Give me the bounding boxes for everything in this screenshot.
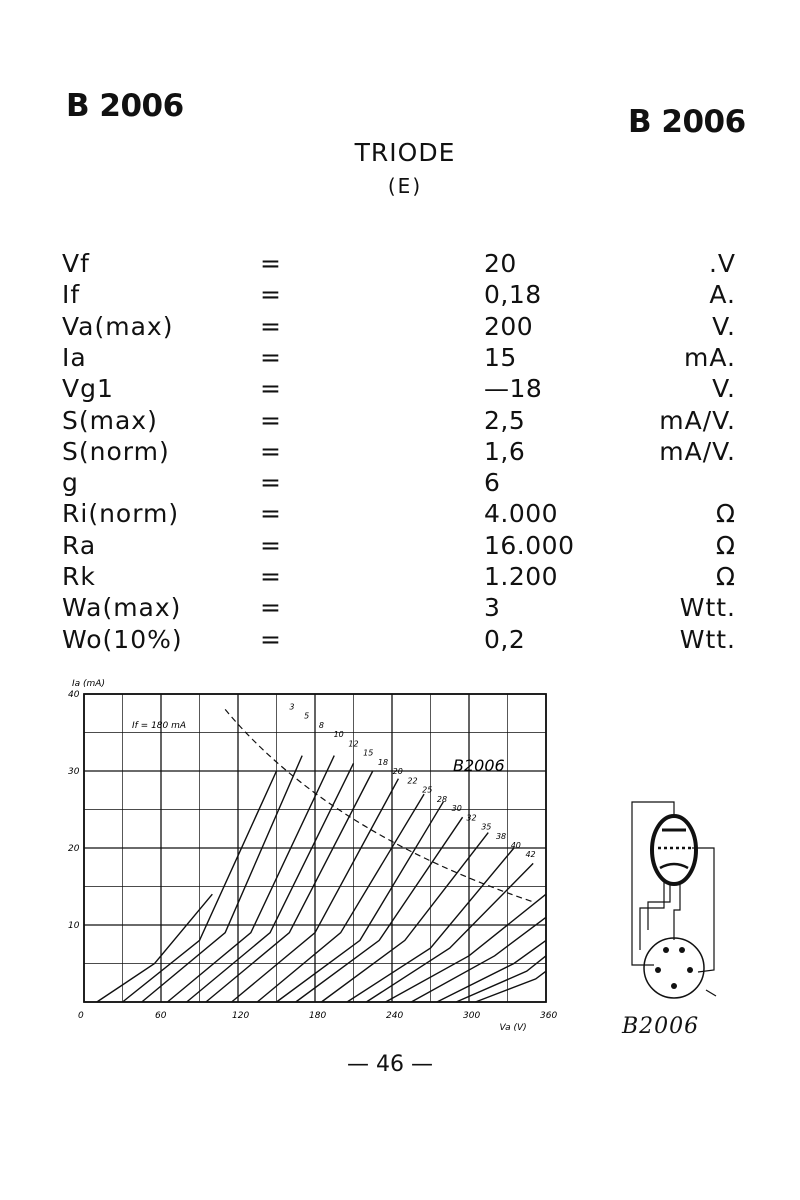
spec-value: 2,5 bbox=[484, 405, 526, 435]
spec-name: Wo(10%) bbox=[62, 624, 183, 654]
spec-equals: = bbox=[260, 280, 281, 310]
curve-label: 28 bbox=[436, 794, 448, 804]
spec-row bbox=[0, 373, 800, 404]
tube-schematic-icon bbox=[618, 790, 728, 1020]
curve-label: 35 bbox=[481, 822, 492, 832]
y-tick-label: 10 bbox=[68, 921, 80, 931]
page-number: — 46 — bbox=[347, 1052, 433, 1077]
spec-name: Ia bbox=[62, 342, 87, 372]
curve-label: 15 bbox=[363, 748, 374, 758]
spec-equals: = bbox=[260, 405, 281, 435]
spec-equals: = bbox=[260, 624, 281, 654]
spec-row bbox=[0, 498, 800, 529]
series-line-0 bbox=[97, 894, 213, 1002]
chart-tag: B2006 bbox=[453, 756, 505, 775]
spec-name: S(norm) bbox=[62, 436, 170, 466]
spec-value: 15 bbox=[484, 342, 517, 372]
x-axis-label: Va (V) bbox=[499, 1023, 527, 1032]
spec-name: Va(max) bbox=[62, 311, 174, 341]
x-tick-label: 240 bbox=[386, 1011, 404, 1021]
x-tick-label: 360 bbox=[540, 1011, 558, 1021]
y-tick-label: 30 bbox=[68, 767, 80, 777]
anode-characteristics-chart bbox=[60, 672, 570, 1032]
series-line-18 bbox=[257, 794, 424, 1002]
series-line-10 bbox=[187, 763, 354, 1002]
curve-label: 40 bbox=[510, 841, 521, 850]
spec-unit: V. bbox=[712, 311, 736, 341]
curve-label: 10 bbox=[333, 730, 344, 740]
spec-name: Ri(norm) bbox=[62, 499, 180, 529]
heater-current-label: If = 180 mA bbox=[132, 721, 187, 731]
spec-name: S(max) bbox=[62, 405, 158, 435]
spec-row bbox=[0, 311, 800, 342]
series-line-32 bbox=[386, 894, 546, 1002]
x-tick-label: 60 bbox=[155, 1011, 167, 1021]
spec-row bbox=[0, 530, 800, 561]
spec-row bbox=[0, 248, 800, 279]
spec-row bbox=[0, 592, 800, 623]
spec-unit: V. bbox=[712, 374, 736, 404]
spec-unit: .V bbox=[708, 249, 736, 278]
spec-row bbox=[0, 624, 800, 655]
tube-class-subtitle: (E) bbox=[387, 174, 423, 198]
chart-svg bbox=[60, 672, 570, 1032]
y-tick-label: 40 bbox=[68, 690, 80, 700]
spec-equals: = bbox=[260, 436, 281, 466]
spec-row bbox=[0, 405, 800, 436]
spec-equals: = bbox=[260, 374, 281, 404]
spec-equals: = bbox=[260, 530, 281, 560]
curve-label: 12 bbox=[348, 739, 359, 749]
spec-value: 4.000 bbox=[484, 499, 559, 529]
curve-label: 18 bbox=[377, 757, 389, 767]
model-number-right: B 2006 bbox=[628, 104, 746, 140]
spec-value: 16.000 bbox=[484, 530, 575, 560]
spec-unit: Ω bbox=[715, 499, 736, 529]
curve-label: 8 bbox=[318, 720, 324, 730]
curve-label: 38 bbox=[495, 831, 507, 841]
spec-unit: mA/V. bbox=[659, 405, 736, 435]
spec-unit: Wtt. bbox=[679, 624, 736, 654]
curve-label: 22 bbox=[407, 776, 418, 786]
spec-name: Vf bbox=[62, 249, 90, 278]
spec-unit: Ω bbox=[715, 562, 736, 591]
spec-name: g bbox=[62, 468, 79, 498]
spec-value: —18 bbox=[484, 374, 543, 404]
spec-row bbox=[0, 342, 800, 373]
spec-equals: = bbox=[260, 562, 281, 591]
spec-equals: = bbox=[260, 249, 281, 278]
spec-equals: = bbox=[260, 468, 281, 498]
spec-name: Rk bbox=[62, 562, 96, 591]
spec-equals: = bbox=[260, 311, 281, 341]
spec-name: Wa(max) bbox=[62, 593, 182, 623]
spec-value: 3 bbox=[484, 593, 501, 623]
max-dissipation-curve bbox=[225, 709, 536, 902]
spec-name: Vg1 bbox=[62, 374, 114, 404]
spec-row bbox=[0, 436, 800, 467]
spec-value: 1.200 bbox=[484, 562, 559, 591]
spec-value: 6 bbox=[484, 468, 501, 498]
spec-name: If bbox=[62, 280, 81, 310]
curve-label: 42 bbox=[525, 850, 536, 860]
diagram-caption: B2006 bbox=[622, 1014, 700, 1039]
curve-label: 5 bbox=[304, 711, 310, 721]
spec-value: 20 bbox=[484, 249, 517, 278]
y-tick-label: 20 bbox=[68, 844, 80, 854]
series-line-5 bbox=[142, 756, 302, 1002]
x-tick-label: 120 bbox=[232, 1011, 250, 1021]
spec-value: 0,18 bbox=[484, 280, 542, 310]
curve-label: 20 bbox=[392, 767, 403, 777]
spec-row bbox=[0, 279, 800, 310]
curve-label: 32 bbox=[466, 813, 477, 823]
spec-equals: = bbox=[260, 499, 281, 529]
curve-label: 25 bbox=[422, 785, 433, 795]
curve-label: 3 bbox=[289, 702, 295, 712]
series-line-42 bbox=[475, 971, 546, 1002]
spec-unit: A. bbox=[709, 280, 736, 310]
x-tick-label: 300 bbox=[463, 1011, 481, 1021]
spec-row bbox=[0, 561, 800, 592]
spec-value: 1,6 bbox=[484, 436, 526, 466]
spec-equals: = bbox=[260, 342, 281, 372]
model-number-left: B 2006 bbox=[66, 88, 184, 124]
spec-unit: Ω bbox=[715, 530, 736, 560]
spec-equals: = bbox=[260, 593, 281, 623]
series-line-38 bbox=[437, 940, 546, 1002]
x-tick-label: 0 bbox=[78, 1011, 84, 1021]
tube-base-diagram bbox=[618, 790, 728, 1020]
spec-unit: Wtt. bbox=[679, 593, 736, 623]
y-axis-label: Ia (mA) bbox=[72, 679, 105, 689]
curve-label: 30 bbox=[451, 804, 462, 814]
spec-unit: mA. bbox=[684, 342, 736, 372]
spec-value: 200 bbox=[484, 311, 534, 341]
spec-value: 0,2 bbox=[484, 624, 526, 654]
spec-name: Ra bbox=[62, 530, 97, 560]
tube-type-title: TRIODE bbox=[354, 138, 456, 167]
spec-row bbox=[0, 467, 800, 498]
x-tick-label: 180 bbox=[309, 1011, 327, 1021]
spec-unit: mA/V. bbox=[659, 436, 736, 466]
